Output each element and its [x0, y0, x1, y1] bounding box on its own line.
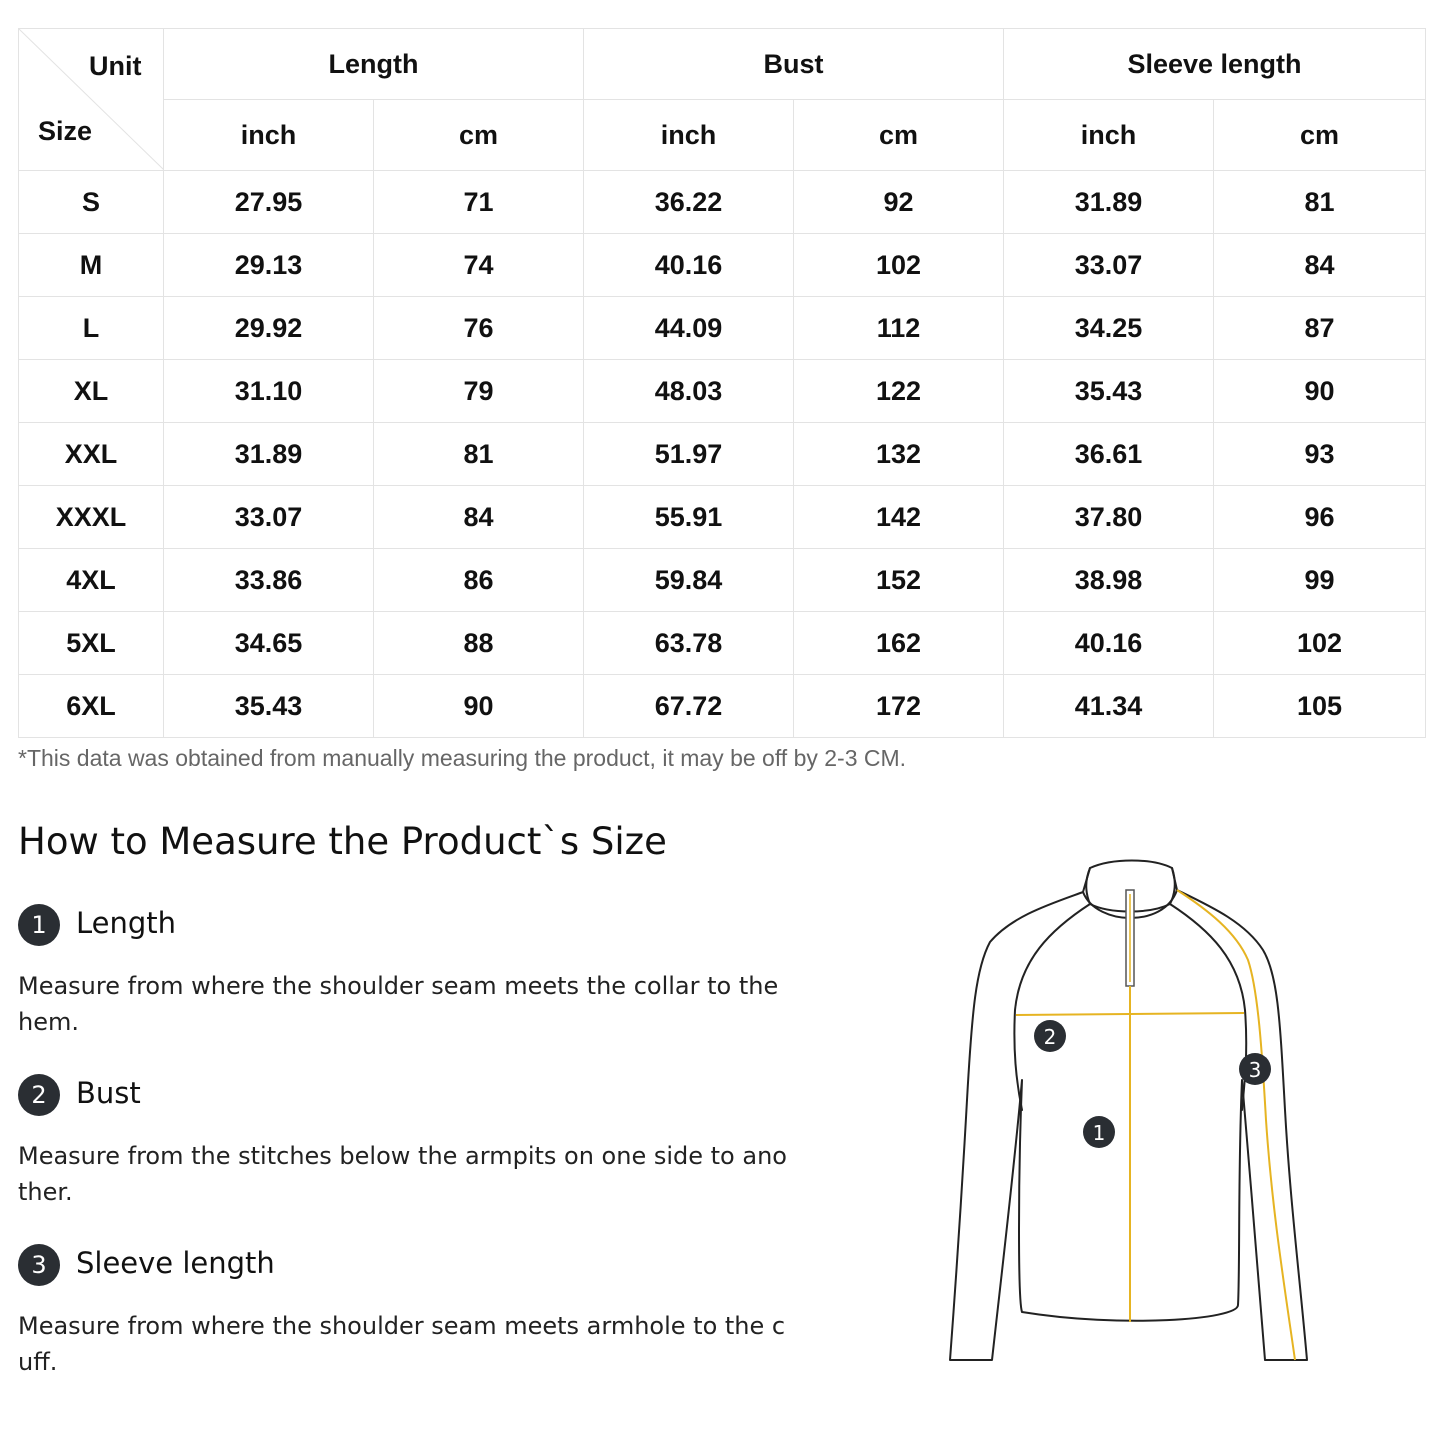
step-number-badge: 1	[18, 904, 60, 946]
measurement-cell: 33.07	[1004, 234, 1214, 297]
measurement-cell: 71	[374, 171, 584, 234]
measurement-cell: 81	[374, 423, 584, 486]
measurement-cell: 86	[374, 549, 584, 612]
unit-size-corner	[19, 29, 164, 171]
measurement-cell: 31.10	[164, 360, 374, 423]
measurement-lines	[1016, 890, 1295, 1360]
measurement-cell: 93	[1214, 423, 1426, 486]
measurement-cell: 31.89	[1004, 171, 1214, 234]
svg-text:1: 1	[1092, 1121, 1106, 1145]
measurement-cell: 44.09	[584, 297, 794, 360]
table-row	[19, 675, 1426, 738]
measurement-cell: 59.84	[584, 549, 794, 612]
svg-text:3: 3	[1248, 1058, 1262, 1082]
measurement-cell: 79	[374, 360, 584, 423]
measurement-cell: 34.65	[164, 612, 374, 675]
measurement-footnote: *This data was obtained from manually measuring the product, it may be off by 2-3 CM.	[18, 745, 907, 771]
measurement-cell: 132	[794, 423, 1004, 486]
measurement-cell: 84	[1214, 234, 1426, 297]
measurement-cell: 92	[794, 171, 1004, 234]
measurement-cell: 87	[1214, 297, 1426, 360]
size-table	[18, 28, 1426, 738]
unit-header: inch	[1004, 100, 1214, 171]
measurement-cell: 55.91	[584, 486, 794, 549]
unit-header: inch	[164, 100, 374, 171]
size-cell: 5XL	[19, 612, 164, 675]
unit-header: cm	[794, 100, 1004, 171]
table-row	[19, 360, 1426, 423]
unit-header: inch	[584, 100, 794, 171]
measurement-cell: 112	[794, 297, 1004, 360]
measurement-cell: 29.13	[164, 234, 374, 297]
step-title: Sleeve length	[76, 1246, 275, 1280]
measurement-cell: 96	[1214, 486, 1426, 549]
measurement-cell: 102	[794, 234, 1004, 297]
measurement-cell: 51.97	[584, 423, 794, 486]
unit-header: cm	[1214, 100, 1426, 171]
size-cell: L	[19, 297, 164, 360]
step-title: Bust	[76, 1076, 141, 1110]
measurement-cell: 33.07	[164, 486, 374, 549]
step-description: Measure from where the shoulder seam meets armhole to the cuff.	[18, 1312, 786, 1376]
measurement-cell: 36.61	[1004, 423, 1214, 486]
measurement-cell: 142	[794, 486, 1004, 549]
measurement-cell: 37.80	[1004, 486, 1214, 549]
size-cell: XL	[19, 360, 164, 423]
measurement-cell: 38.98	[1004, 549, 1214, 612]
measurement-cell: 31.89	[164, 423, 374, 486]
measurement-cell: 35.43	[164, 675, 374, 738]
svg-text:2: 2	[1043, 1025, 1057, 1049]
measurement-cell: 40.16	[1004, 612, 1214, 675]
measurement-cell: 74	[374, 234, 584, 297]
measurement-cell: 67.72	[584, 675, 794, 738]
measurement-cell: 48.03	[584, 360, 794, 423]
measurement-cell: 36.22	[584, 171, 794, 234]
header-sleeve-length: Sleeve length	[1004, 29, 1426, 100]
table-row	[19, 549, 1426, 612]
measurement-cell: 122	[794, 360, 1004, 423]
header-length: Length	[164, 29, 584, 100]
table-row	[19, 171, 1426, 234]
marker-3	[1239, 1053, 1271, 1085]
corner-size-label: Size	[38, 116, 93, 146]
table-row	[19, 486, 1426, 549]
step-number-badge: 2	[18, 1074, 60, 1116]
size-cell: S	[19, 171, 164, 234]
table-row	[19, 234, 1426, 297]
measurement-cell: 88	[374, 612, 584, 675]
measurement-cell: 84	[374, 486, 584, 549]
table-row	[19, 612, 1426, 675]
shirt-measurement-diagram	[940, 850, 1320, 1370]
step-description: Measure from where the shoulder seam meets the collar to the hem.	[18, 972, 779, 1036]
measurement-cell: 41.34	[1004, 675, 1214, 738]
measurement-cell: 35.43	[1004, 360, 1214, 423]
measurement-cell: 29.92	[164, 297, 374, 360]
corner-unit-label: Unit	[89, 51, 142, 81]
measurement-cell: 105	[1214, 675, 1426, 738]
measurement-cell: 90	[1214, 360, 1426, 423]
measurement-cell: 172	[794, 675, 1004, 738]
table-row	[19, 297, 1426, 360]
size-cell: M	[19, 234, 164, 297]
size-rows	[19, 171, 1426, 738]
measurement-cell: 99	[1214, 549, 1426, 612]
measurement-cell: 76	[374, 297, 584, 360]
sleeve-line	[1177, 890, 1295, 1360]
marker-2	[1034, 1020, 1066, 1052]
step-title: Length	[76, 906, 177, 940]
size-cell: XXL	[19, 423, 164, 486]
bust-line	[1016, 1013, 1244, 1015]
step-number-badge: 3	[18, 1244, 60, 1286]
marker-1	[1083, 1116, 1115, 1148]
size-cell: 6XL	[19, 675, 164, 738]
measurement-cell: 34.25	[1004, 297, 1214, 360]
size-cell: 4XL	[19, 549, 164, 612]
measurement-cell: 152	[794, 549, 1004, 612]
measurement-cell: 162	[794, 612, 1004, 675]
measurement-cell: 40.16	[584, 234, 794, 297]
header-bust: Bust	[584, 29, 1004, 100]
measurement-cell: 33.86	[164, 549, 374, 612]
size-cell: XXXL	[19, 486, 164, 549]
step-description: Measure from the stitches below the armpits on one side to another.	[18, 1142, 787, 1206]
measurement-cell: 81	[1214, 171, 1426, 234]
table-row	[19, 423, 1426, 486]
howto-title: How to Measure the Product`s Size	[18, 820, 667, 863]
measurement-cell: 27.95	[164, 171, 374, 234]
unit-header: cm	[374, 100, 584, 171]
measurement-cell: 90	[374, 675, 584, 738]
measurement-cell: 102	[1214, 612, 1426, 675]
measurement-cell: 63.78	[584, 612, 794, 675]
